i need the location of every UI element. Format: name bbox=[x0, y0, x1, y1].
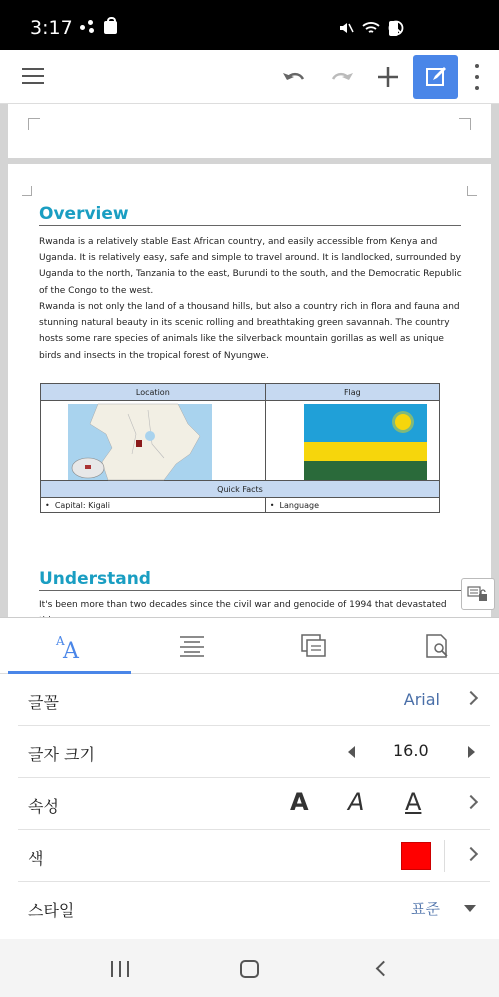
understand-heading: Understand bbox=[39, 569, 151, 589]
mute-icon bbox=[338, 20, 354, 36]
tab-page-search[interactable] bbox=[377, 618, 499, 674]
more-options-icon[interactable] bbox=[470, 64, 484, 90]
flag-header: Flag bbox=[265, 384, 439, 401]
system-nav-bar bbox=[0, 939, 499, 997]
sun-icon bbox=[395, 414, 411, 430]
flag-cell bbox=[265, 401, 439, 481]
tab-paragraph[interactable] bbox=[131, 618, 253, 674]
status-bar bbox=[0, 0, 499, 50]
attributes-label: 속성 bbox=[28, 797, 59, 816]
edit-mode-button[interactable] bbox=[413, 55, 458, 99]
keyboard-lock-button[interactable] bbox=[461, 578, 495, 610]
format-tabs bbox=[0, 618, 499, 674]
attributes-row bbox=[18, 778, 490, 830]
overview-heading: Overview bbox=[39, 204, 129, 224]
undo-icon[interactable] bbox=[277, 60, 311, 94]
document-page-1 bbox=[8, 104, 491, 158]
font-size-row bbox=[18, 726, 490, 778]
home-icon[interactable] bbox=[240, 960, 259, 978]
layout-icon bbox=[301, 634, 327, 658]
increase-size-icon[interactable] bbox=[468, 746, 475, 758]
notification-dots-icon bbox=[80, 20, 96, 34]
overview-paragraph-1: Rwanda is a relatively stable East African country, and easily accessible from Kenya and Uganda. It is relatively easy, safe and simple to travel around. It is landlocked, surrounded by Uganda to the north, Tanzania to the east, Burundi to the south, and the Democratic Republic of the Congo to the west. bbox=[39, 237, 462, 296]
paragraph-align-icon bbox=[179, 635, 205, 657]
heading-rule bbox=[39, 590, 461, 591]
font-value: Arial bbox=[403, 690, 440, 709]
divider bbox=[444, 840, 445, 872]
style-row[interactable] bbox=[18, 882, 490, 934]
style-label: 스타일 bbox=[28, 901, 75, 920]
edit-pencil-icon bbox=[424, 65, 448, 89]
tab-character[interactable] bbox=[8, 618, 130, 674]
back-icon[interactable] bbox=[376, 961, 392, 977]
color-label: 색 bbox=[28, 849, 44, 868]
menu-icon[interactable] bbox=[22, 68, 44, 86]
fact-language: • Language bbox=[265, 498, 439, 513]
redo-icon[interactable] bbox=[325, 60, 359, 94]
tab-layout[interactable] bbox=[253, 618, 375, 674]
underline-button[interactable]: A bbox=[405, 788, 422, 816]
bold-button[interactable]: A bbox=[290, 788, 309, 816]
battery-icon bbox=[389, 21, 398, 36]
location-map-cell bbox=[41, 401, 266, 481]
app-toolbar bbox=[0, 50, 499, 104]
wifi-icon bbox=[362, 20, 380, 36]
add-icon[interactable] bbox=[371, 60, 405, 94]
quick-facts-header: Quick Facts bbox=[41, 481, 440, 498]
quick-info-table bbox=[40, 383, 440, 513]
understand-paragraph: It's been more than two decades since the civil war and genocide of 1994 that devastated bbox=[39, 600, 447, 610]
rwanda-flag bbox=[304, 404, 427, 480]
rwanda-location-map bbox=[68, 404, 212, 480]
chevron-right-icon[interactable] bbox=[464, 795, 478, 809]
font-size-label: 글자 크기 bbox=[28, 745, 95, 764]
location-header: Location bbox=[41, 384, 266, 401]
document-canvas[interactable] bbox=[0, 104, 499, 617]
recent-apps-icon[interactable] bbox=[111, 961, 129, 977]
dropdown-arrow-icon[interactable] bbox=[464, 905, 476, 912]
status-time: 3:17 bbox=[30, 17, 73, 39]
keyboard-lock-icon bbox=[467, 585, 489, 603]
document-page-2 bbox=[8, 164, 491, 634]
chevron-right-icon[interactable] bbox=[464, 847, 478, 861]
font-row[interactable] bbox=[18, 674, 490, 726]
style-value: 표준 bbox=[411, 900, 440, 918]
fact-capital: • Capital: Kigali bbox=[41, 498, 266, 513]
color-row bbox=[18, 830, 490, 882]
shopping-bag-icon bbox=[104, 21, 117, 34]
svg-text:A: A bbox=[63, 639, 79, 664]
font-label: 글꼴 bbox=[28, 693, 59, 712]
overview-paragraph-2: Rwanda is not only the land of a thousand hills, but also a country rich in flora and fauna and stunning natural beauty in its scenic rolling and breathtaking green savannah. The country hosts some rare species of animals like the silverback mountain gorillas as well as unique birds and insects in the tropical forest of Nyungwe. bbox=[39, 302, 460, 361]
svg-text:A: A bbox=[56, 634, 65, 648]
chevron-right-icon bbox=[464, 691, 478, 705]
color-swatch[interactable] bbox=[401, 842, 431, 870]
heading-rule bbox=[39, 225, 461, 226]
format-panel bbox=[0, 617, 499, 939]
character-format-icon bbox=[54, 632, 84, 664]
font-size-value[interactable]: 16.0 bbox=[393, 741, 429, 760]
decrease-size-icon[interactable] bbox=[348, 746, 355, 758]
italic-button[interactable]: A bbox=[348, 788, 365, 816]
page-search-icon bbox=[425, 634, 451, 658]
